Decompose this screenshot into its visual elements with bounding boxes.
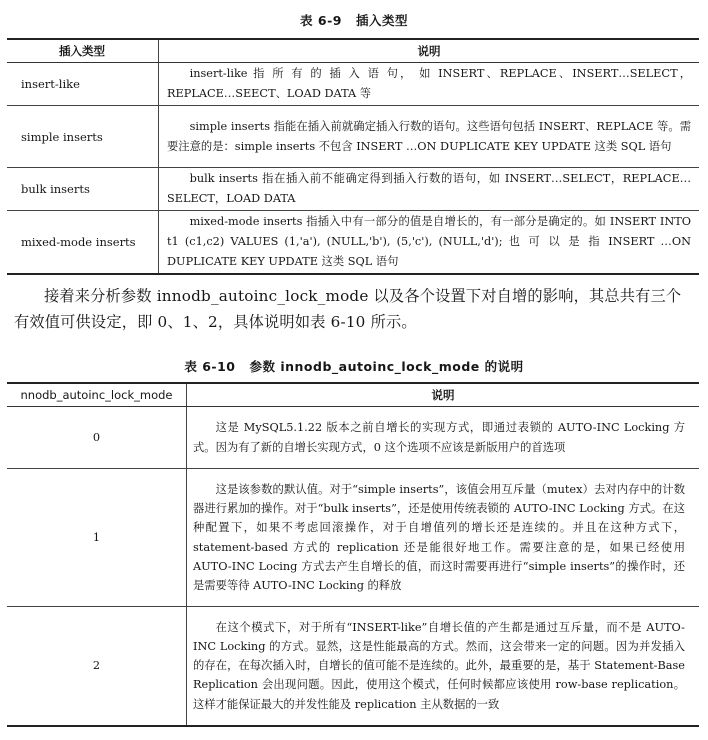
description-cell: 这是该参数的默认值。对于“simple inserts”，该值会用互斥量（mutex）去对内存中的计数器进行累加的操作。对于“bulk inserts”，还是使用传统表锁的 AUTO-INC Locking 方式。在这种配置下，如果不考虑回滚操作，对于自增值列的增长还是连续的。并且在这种方式下，statement-based 方式的 replication 还是能很好地工作。需要注意的是，如果已经使用 AUTO-INC Locing 方式去产生自增长的值，而这时需要再进行“simple inserts”的操作时，还是需要等待 AUTO-INC Locking 的释放 bbox=[187, 469, 700, 607]
column-header-description: 说明 bbox=[159, 39, 700, 63]
table-6-9 bbox=[7, 38, 699, 275]
table-6-9-caption bbox=[0, 11, 708, 29]
description-cell: 这是 MySQL5.1.22 版本之前自增长的实现方式，即通过表锁的 AUTO-INC Locking 方式。因为有了新的自增长实现方式，0 这个选项不应该是新版用户的首选项 bbox=[187, 407, 700, 469]
table-row bbox=[7, 106, 699, 168]
table-row bbox=[7, 63, 699, 106]
description-cell: mixed-mode inserts 指插入中有一部分的值是自增长的，有一部分是确定的。如 INSERT INTO t1 (c1,c2) VALUES (1,'a'), (NULL,'b'), (5,'c'), (NULL,'d'); 也 可 以 是 指 INSERT …ON DUPLICATE KEY UPDATE 这类 SQL 语句 bbox=[159, 211, 700, 275]
insert-type-cell: insert-like bbox=[7, 63, 159, 106]
insert-type-cell: simple inserts bbox=[7, 106, 159, 168]
body-paragraph: 接着来分析参数 innodb_autoinc_lock_mode 以及各个设置下对自增的影响，其总共有三个有效值可供设定，即 0、1、2，具体说明如表 6-10 所示。 bbox=[14, 287, 682, 331]
column-header-insert-type: 插入类型 bbox=[7, 39, 159, 63]
description-cell: simple inserts 指能在插入前就确定插入行数的语句。这些语句包括 INSERT、REPLACE 等。需要注意的是：simple inserts 不包含 INSERT …ON DUPLICATE KEY UPDATE 这类 SQL 语句 bbox=[159, 106, 700, 168]
table-row bbox=[7, 607, 699, 726]
column-header-mode: nnodb_autoinc_lock_mode bbox=[7, 383, 187, 407]
table-6-10-caption bbox=[0, 357, 708, 375]
table-row bbox=[7, 168, 699, 211]
mode-value-cell: 1 bbox=[7, 469, 187, 607]
insert-type-cell: mixed-mode inserts bbox=[7, 211, 159, 275]
table-row bbox=[7, 211, 699, 275]
mode-value-cell: 2 bbox=[7, 607, 187, 726]
insert-type-cell: bulk inserts bbox=[7, 168, 159, 211]
caption-title: 插入类型 bbox=[355, 13, 408, 28]
description-cell: insert-like 指 所 有 的 插 入 语 句， 如 INSERT、REPLACE、INSERT…SELECT，REPLACE…SEECT、LOAD DATA 等 bbox=[159, 63, 700, 106]
table-row bbox=[7, 407, 699, 469]
table-row bbox=[7, 469, 699, 607]
caption-number: 表 6-10 bbox=[184, 359, 236, 374]
mode-value-cell: 0 bbox=[7, 407, 187, 469]
table-header-row bbox=[7, 39, 699, 63]
description-cell: 在这个模式下，对于所有“INSERT-like”自增长值的产生都是通过互斥量，而不是 AUTO-INC Locking 的方式。显然，这是性能最高的方式。然而，这会带来一定的问题。因为并发插入的存在，在每次插入时，自增长的值可能不是连续的。此外，最重要的是，基于 Statement-Base Replication 会出现问题。因此，使用这个模式，任何时候都应该使用 row-base replication。这样才能保证最大的并发性能及 replication 主从数据的一致 bbox=[187, 607, 700, 726]
table-6-10 bbox=[7, 382, 699, 727]
column-header-description: 说明 bbox=[187, 383, 700, 407]
caption-number: 表 6-9 bbox=[300, 13, 342, 28]
description-cell: bulk inserts 指在插入前不能确定得到插入行数的语句，如 INSERT…SELECT，REPLACE…SELECT，LOAD DATA bbox=[159, 168, 700, 211]
table-header-row bbox=[7, 383, 699, 407]
caption-title: 参数 innodb_autoinc_lock_mode 的说明 bbox=[249, 359, 524, 374]
